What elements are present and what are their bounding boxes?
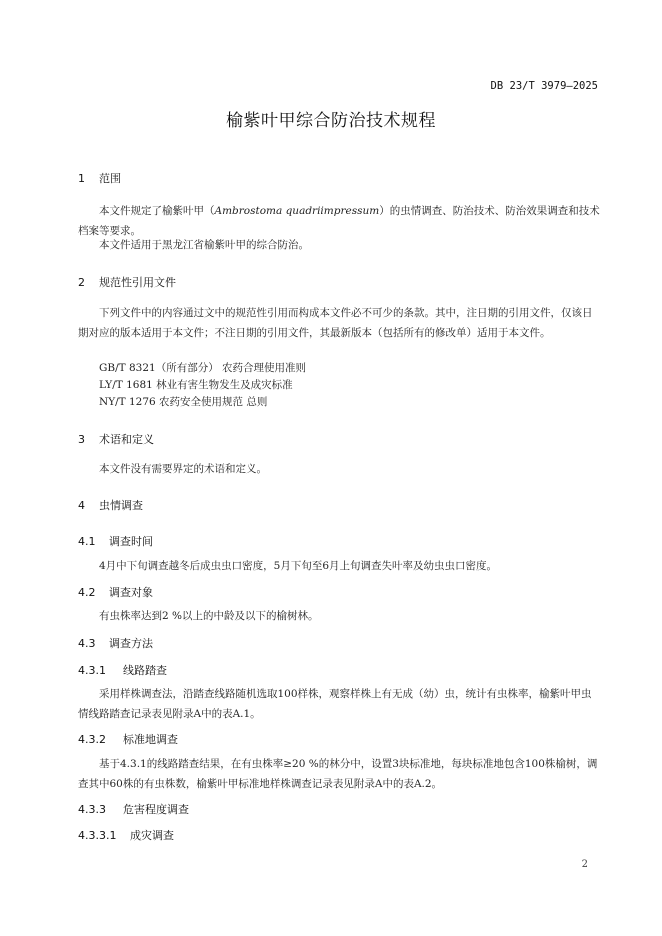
text: ）的虫情调查、防治技术、防治效果调查和技术档案等要求。 [78, 205, 600, 237]
section-title: 调查对象 [109, 586, 153, 599]
paragraph: 基于4.3.1的线路踏查结果，在有虫株率≥20 %的林分中，设置3块标准地，每块标准地包含100株榆树，调查其中60株的有虫株数，榆紫叶甲标准地样株调查记录表见附录A中的表A.2。 [78, 758, 598, 790]
section-title: 规范性引用文件 [99, 276, 176, 289]
section-4-3-2-heading [78, 731, 178, 747]
section-4-heading [78, 497, 143, 513]
section-4-3-3-1-heading [78, 827, 174, 843]
section-title: 虫情调查 [99, 499, 143, 512]
section-number: 4 [78, 499, 85, 512]
section-number: 4.3.1 [78, 664, 106, 677]
paragraph: 采用样株调查法，沿踏查线路随机选取100样株，观察样株上有无成（幼）虫，统计有虫株率，榆紫叶甲虫情线路踏查记录表见附录A中的表A.1。 [78, 688, 592, 720]
document-title: 榆紫叶甲综合防治技术规程 [226, 111, 436, 131]
section-title: 调查时间 [109, 535, 153, 548]
section-number: 4.3.3 [78, 803, 106, 816]
section-2-heading [78, 274, 176, 290]
latin-name: Ambrostoma quadriimpressum [214, 205, 380, 217]
section-number: 2 [78, 276, 85, 289]
section-3-heading [78, 431, 154, 447]
section-4-3-3-heading [78, 801, 189, 817]
section-number: 1 [78, 172, 85, 185]
section-4-3-heading [78, 635, 153, 651]
section-number: 4.3.3.1 [78, 829, 117, 842]
reference-item: GB/T 8321（所有部分） 农药合理使用准则 [99, 362, 307, 374]
reference-item: LY/T 1681 林业有害生物发生及成灾标准 [99, 379, 293, 391]
page-number: 2 [581, 859, 588, 870]
section-number: 4.3.2 [78, 733, 106, 746]
paragraph: 本文件没有需要界定的术语和定义。 [99, 463, 267, 475]
section-1-heading [78, 170, 121, 186]
section-number: 4.2 [78, 586, 96, 599]
section-number: 3 [78, 433, 85, 446]
paragraph: 有虫株率达到2 %以上的中龄及以下的榆树林。 [99, 610, 319, 622]
standard-code: DB 23/T 3979—2025 [490, 80, 598, 92]
paragraph: 下列文件中的内容通过文中的规范性引用而构成本文件必不可少的条款。其中，注日期的引用文件，仅该日期对应的版本适用于本文件；不注日期的引用文件，其最新版本（包括所有的修改单）适用于本文件。 [78, 307, 593, 339]
section-title: 标准地调查 [123, 733, 178, 746]
paragraph: 4月中下旬调查越冬后成虫虫口密度，5月下旬至6月上旬调查失叶率及幼虫虫口密度。 [99, 560, 498, 572]
text: 本文件规定了榆紫叶甲（ [99, 205, 215, 217]
section-title: 调查方法 [109, 637, 153, 650]
reference-item: NY/T 1276 农药安全使用规范 总则 [99, 396, 268, 408]
section-number: 4.3 [78, 637, 96, 650]
section-title: 危害程度调查 [123, 803, 189, 816]
section-4-1-heading [78, 533, 153, 549]
section-title: 术语和定义 [99, 433, 154, 446]
section-4-3-1-heading [78, 662, 167, 678]
paragraph: 本文件适用于黑龙江省榆紫叶甲的综合防治。 [99, 239, 309, 251]
section-title: 成灾调查 [130, 829, 174, 842]
section-4-2-heading [78, 584, 153, 600]
section-title: 线路踏查 [123, 664, 167, 677]
section-title: 范围 [99, 172, 121, 185]
section-number: 4.1 [78, 535, 96, 548]
